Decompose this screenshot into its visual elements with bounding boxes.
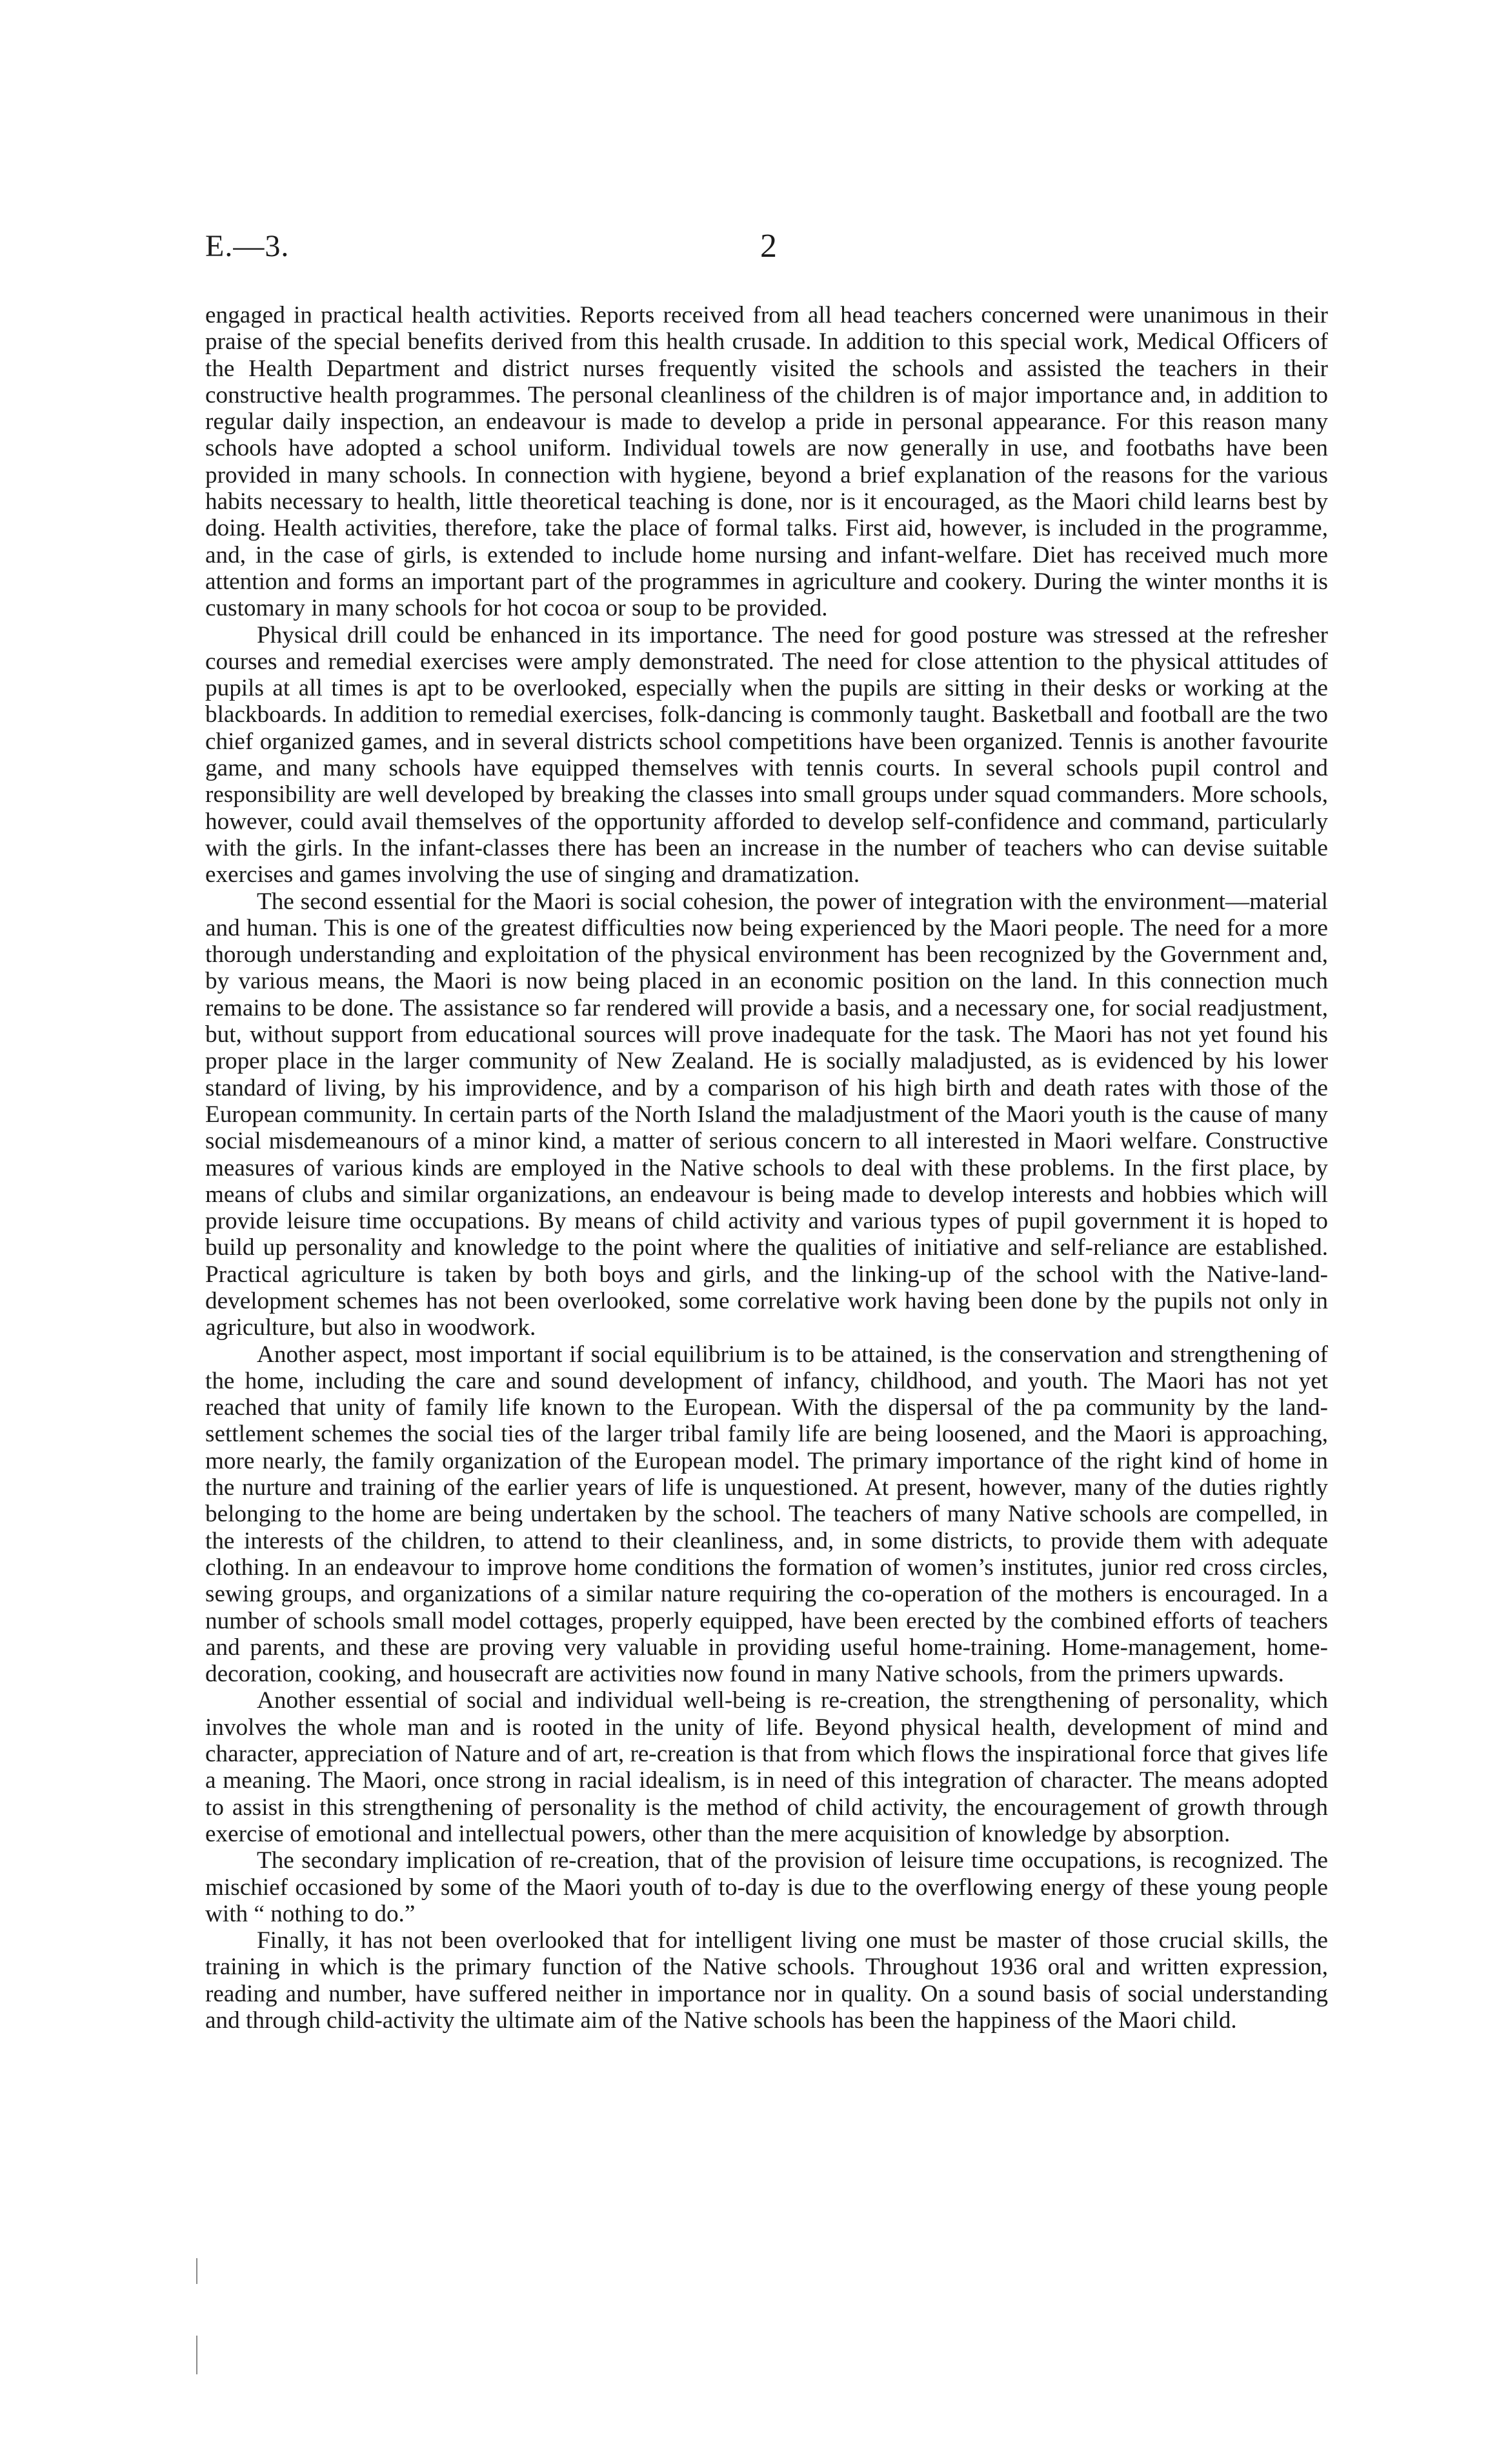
paragraph-physical-drill: Physical drill could be enhanced in its importance. The need for good posture was stressed at the refresher courses and remedial exercises were amply demonstrated. The need for close attention to the physical attitudes of pupils at all times is apt to be overlooked, especially when the pupils are sitting in their desks or working at the blackboards. In addition to remedial exercises, folk-dancing is commonly taught. Basketball and football are the two chief organized games, and in several districts school competitions have been organized. Tennis is another favourite game, and many schools have equipped themselves with tennis courts. In several schools pupil control and responsibility are well developed by breaking the classes into small groups under squad commanders. More schools, however, could avail themselves of the opportunity afforded to develop self-confidence and command, particularly with the girls. In the infant-classes there has been an increase in the number of teachers who can devise suitable exercises and games involving the use of singing and dramatization.: [205, 621, 1328, 888]
paragraph-health-activities: engaged in practical health activities. Reports received from all head teachers concerned were unanimous in their praise of the special benefits derived from this health crusade. In addition to this special work, Medical Officers of the Health Department and district nurses frequently visited the schools and assisted the teachers in their constructive health programmes. The personal cleanliness of the children is of major importance and, in addition to regular daily inspection, an endeavour is made to develop a pride in personal appearance. For this reason many schools have adopted a school uniform. Individual towels are now generally in use, and footbaths have been provided in many schools. In connection with hygiene, beyond a brief explanation of the reasons for the various habits necessary to health, little theoretical teaching is done, nor is it encouraged, as the Maori child learns best by doing. Health activities, therefore, take the place of formal talks. First aid, however, is included in the programme, and, in the case of girls, is extended to include home nursing and infant-welfare. Diet has received much more attention and forms an important part of the programmes in agriculture and cookery. During the winter months it is customary in many schools for hot cocoa or soup to be provided.: [205, 302, 1328, 622]
paragraph-crucial-skills: Finally, it has not been overlooked that for intelligent living one must be master of those crucial skills, the training in which is the primary function of the Native schools. Throughout 1936 oral and written expression, reading and number, have suffered neither in importance nor in quality. On a sound basis of social understanding and through child-activity the ultimate aim of the Native schools has been the happiness of the Maori child.: [205, 1927, 1328, 2034]
report-reference: E.—3.: [205, 229, 290, 263]
page-number: 2: [760, 228, 777, 265]
paragraph-leisure: The secondary implication of re-creation, that of the provision of leisure time occupations, is recognized. The mischief occasioned by some of the Maori youth of to-day is due to the overflowing energy of these young people with “ nothing to do.”: [205, 1847, 1328, 1927]
paragraph-social-cohesion: The second essential for the Maori is social cohesion, the power of integration with the environment—material and human. This is one of the greatest difficulties now being experienced by the Maori people. The need for a more thorough understanding and exploitation of the physical environment has been recognized by the Government and, by various means, the Maori is now being placed in an economic position on the land. In this connection much remains to be done. The assistance so far rendered will provide a basis, and a necessary one, for social readjustment, but, without support from educational sources will prove inadequate for the task. The Maori has not yet found his proper place in the larger community of New Zealand. He is socially maladjusted, as is evidenced by his lower standard of living, by his improvidence, and by a comparison of his high birth and death rates with those of the European community. In certain parts of the North Island the maladjustment of the Maori youth is the cause of many social misdemeanours of a minor kind, a matter of serious concern to all interested in Maori welfare. Constructive measures of various kinds are employed in the Native schools to deal with these problems. In the first place, by means of clubs and similar organizations, an endeavour is being made to develop interests and hobbies which will provide leisure time occupations. By means of child activity and various types of pupil government it is hoped to build up personality and knowledge to the point where the qualities of initiative and self-reliance are established. Practical agriculture is taken by both boys and girls, and the linking-up of the school with the Native-land-development schemes has not been overlooked, some correlative work having been done by the pupils not only in agriculture, but also in woodwork.: [205, 888, 1328, 1341]
paragraph-home: Another aspect, most important if social equilibrium is to be attained, is the conservation and strengthening of the home, including the care and sound development of infancy, childhood, and youth. The Maori has not yet reached that unity of family life known to the European. With the dispersal of the pa community by the land-settlement schemes the social ties of the larger tribal family life are being loosened, and the Maori is approaching, more nearly, the family organization of the European model. The primary importance of the right kind of home in the nurture and training of the earlier years of life is unquestioned. At present, however, many of the duties rightly belonging to the home are being undertaken by the school. The teachers of many Native schools are compelled, in the interests of the children, to attend to their cleanliness, and, in some districts, to provide them with adequate clothing. In an endeavour to improve home conditions the formation of women’s institutes, junior red cross circles, sewing groups, and organizations of a similar nature requiring the co-operation of the mothers is encouraged. In a number of schools small model cottages, properly equipped, have been erected by the combined efforts of teachers and parents, and these are proving very valuable in providing useful home-training. Home-management, home-decoration, cooking, and housecraft are activities now found in many Native schools, from the primers upwards.: [205, 1341, 1328, 1688]
margin-mark: [196, 2258, 197, 2284]
paragraph-re-creation: Another essential of social and individual well-being is re-creation, the strengthening of personality, which involves the whole man and is rooted in the unity of life. Beyond physical health, development of mind and character, appreciation of Nature and of art, re-creation is that from which flows the inspirational force that gives life a meaning. The Maori, once strong in racial idealism, is in need of this integration of character. The means adopted to assist in this strengthening of personality is the method of child activity, the encouragement of growth through exercise of emotional and intellectual powers, other than the mere acquisition of knowledge by absorption.: [205, 1687, 1328, 1847]
margin-mark: [196, 2336, 197, 2374]
body-text: [205, 302, 1328, 2034]
page-header: [205, 227, 1328, 279]
